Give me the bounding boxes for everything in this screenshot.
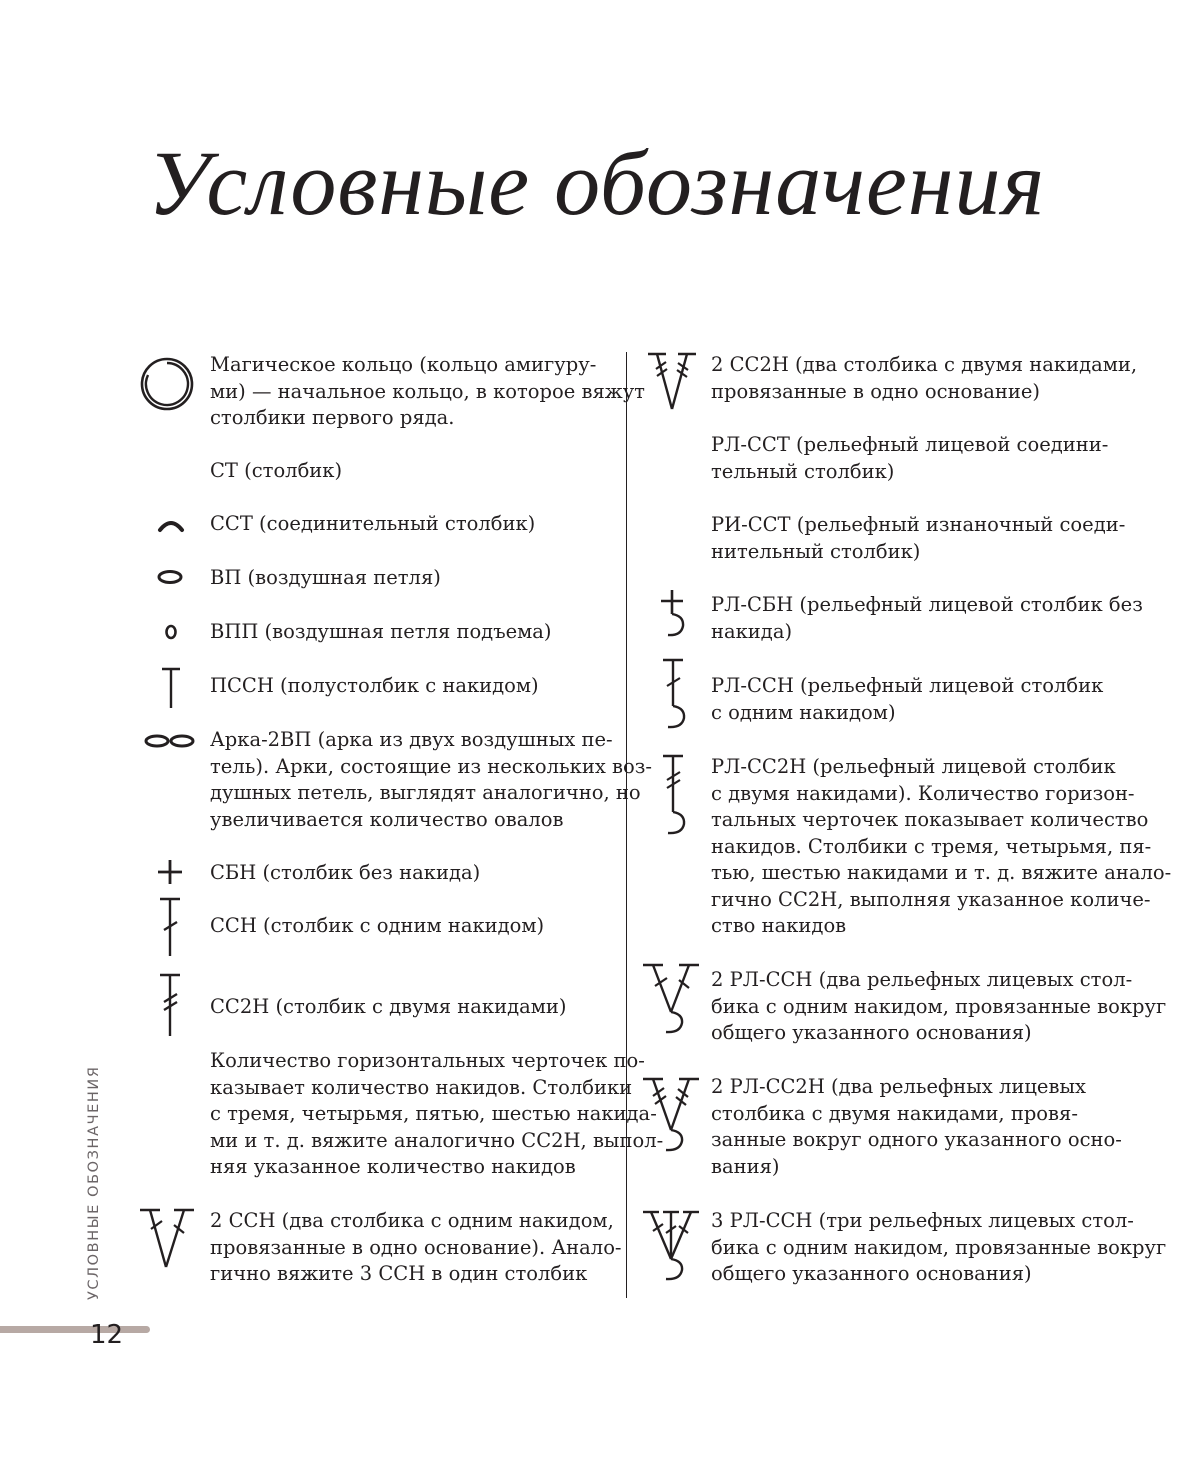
entry-line: ми и т. д. вяжите аналогично СС2Н, выпол- [210,1128,664,1152]
front-post-dc-icon [656,656,690,732]
entry-vpp [210,619,552,646]
entry-rl-ssn [711,673,1103,726]
entry-line: с двумя накидами). Количество горизон- [711,781,1135,805]
entry-line: тью, шестью накидами и т. д. вяжите анало- [711,861,1172,884]
chain-icon [154,567,186,587]
entry-line: СТ (столбик) [210,459,343,482]
two-tr-one-base-icon [646,349,698,411]
entry-line: тальных черточек показывает количество [711,808,1149,831]
slip-stitch-icon [156,514,186,534]
entry-line: тельный столбик) [711,459,895,483]
entry-line: РЛ-ССН (рельефный лицевой столбик [711,674,1104,697]
entry-line: гично СС2Н, выполняя указанное количе- [711,887,1151,911]
entry-line: Арка-2ВП (арка из двух воздушных пе- [210,728,613,751]
page-title: Условные обозначения [147,132,1046,234]
entry-line: столбики первого ряда. [210,406,455,429]
entry-line: столбика с двумя накидами, провя- [711,1101,1078,1125]
magic-ring-icon [138,354,198,414]
entry-rl-ss2n [711,754,1171,940]
entry-line: общего указанного основания) [711,1262,1032,1285]
entry-sbn [210,860,480,887]
entry-line: 3 РЛ-ССН (три рельефных лицевых стол- [711,1209,1134,1232]
entry-line: ССТ (соединительный столбик) [210,512,536,535]
entry-line: РЛ-СБН (рельефный лицевой столбик без [711,593,1143,616]
entry-line: бика с одним накидом, провязанные вокруг [711,1235,1167,1259]
entry-line: гично вяжите 3 ССН в один столбик [210,1262,588,1285]
front-post-tr-icon [656,752,690,838]
entry-line: РЛ-ССТ (рельефный лицевой соедини- [711,433,1109,456]
entry-vp [210,565,441,592]
two-dc-one-base-icon [138,1205,196,1269]
entry-line: казывает количество накидов. Столбики [210,1075,633,1099]
entry-line: нительный столбик) [711,539,921,563]
entry-rl-sst [711,432,1108,485]
entry-ss2n [210,994,566,1021]
entry-line: провязанные в одно основание) [711,379,1041,403]
front-post-sc-icon [656,588,690,640]
entry-line: с тремя, четырьмя, пятью, шестью накида- [210,1102,657,1125]
entry-line: СБН (столбик без накида) [210,861,481,884]
entry-line: ми) — начальное кольцо, в которое вяжут [210,379,645,403]
entry-line: тель). Арки, состоящие из нескольких воз- [210,754,652,778]
entry-sst [210,511,535,538]
entry-line: накида) [711,619,793,643]
treble-crochet-icon [155,972,185,1038]
entry-magic-ring [210,352,645,432]
entry-line: общего указанного основания) [711,1021,1032,1044]
entry-2rl-ssn [711,967,1166,1047]
arch-2ch-icon [142,731,198,751]
entry-2ss2n [711,352,1137,405]
entry-line: 2 ССН (два столбика с одним накидом, [210,1209,614,1232]
two-front-post-dc-icon [641,960,703,1036]
entry-line: накидов. Столбики с тремя, четырьмя, пя- [711,834,1152,858]
entry-ri-sst [711,512,1125,565]
entry-2ssn [210,1208,622,1288]
entry-line: няя указанное количество накидов [210,1155,576,1178]
entry-pssn [210,673,539,700]
single-crochet-icon [155,857,185,887]
entry-line: ССН (столбик с одним накидом) [210,914,545,937]
turning-chain-icon [162,621,180,643]
entry-line: РЛ-СС2Н (рельефный лицевой столбик [711,755,1116,778]
entry-2rl-ss2n [711,1074,1122,1180]
side-section-label: УСЛОВНЫЕ ОБОЗНАЧЕНИЯ [86,1065,102,1300]
entry-3rl-ssn [711,1208,1166,1288]
entry-line: ство накидов [711,914,847,937]
entry-line: бика с одним накидом, провязанные вокруг [711,994,1167,1018]
entry-ssn [210,913,544,940]
page-number: 12 [90,1320,124,1350]
entry-line: ПССН (полустолбик с накидом) [210,674,539,697]
entry-line: вания) [711,1154,780,1178]
entry-line: душных петель, выглядят аналогично, но [210,781,641,804]
three-front-post-dc-icon [641,1207,703,1285]
entry-line: СС2Н (столбик с двумя накидами) [210,995,567,1018]
entry-line: 2 СС2Н (два столбика с двумя накидами, [711,353,1138,376]
entry-note [210,1048,663,1181]
double-crochet-icon [155,896,185,958]
entry-st [210,458,342,485]
entry-line: 2 РЛ-СС2Н (два рельефных лицевых [711,1075,1086,1098]
entry-rl-sbn [711,592,1143,645]
entry-line: ВПП (воздушная петля подъема) [210,620,552,643]
entry-line: Количество горизонтальных черточек по- [210,1049,645,1072]
entry-line: увеличивается количество овалов [210,807,564,831]
half-double-crochet-icon [157,666,185,710]
entry-line: занные вокруг одного указанного осно- [711,1128,1122,1151]
entry-arch [210,727,652,833]
entry-line: с одним накидом) [711,700,896,724]
entry-line: РИ-ССТ (рельефный изнаночный соеди- [711,513,1126,536]
entry-line: 2 РЛ-ССН (два рельефных лицевых стол- [711,968,1133,991]
accent-bar [0,1326,150,1333]
entry-line: Магическое кольцо (кольцо амигуру- [210,353,597,376]
entry-line: провязанные в одно основание). Анало- [210,1235,622,1259]
entry-line: ВП (воздушная петля) [210,566,441,589]
